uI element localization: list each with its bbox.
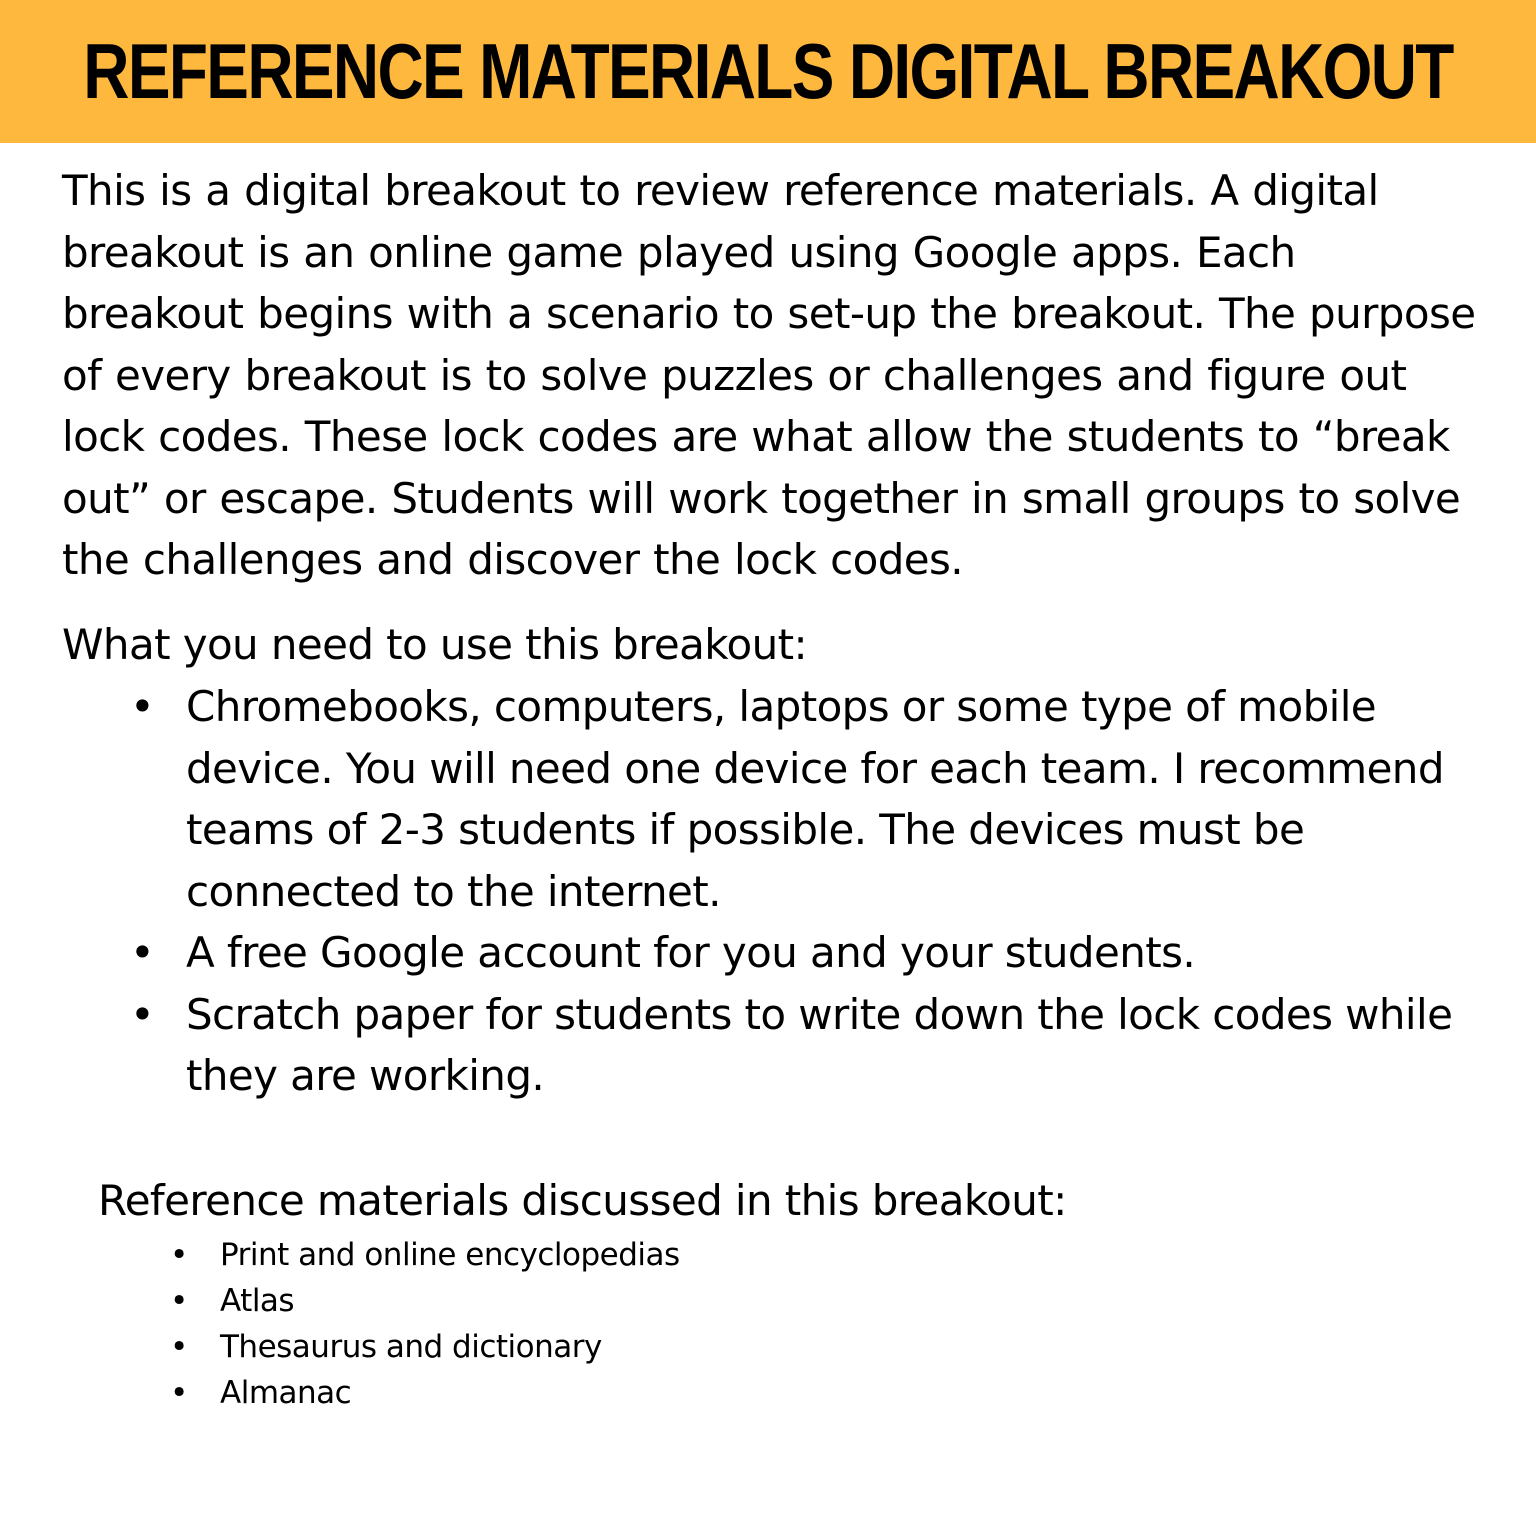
list-item-text: Chromebooks, computers, laptops or some type of mobile device. You will need one device for each team. I recommend teams of 2-3 students if possible. The devices must be connected to the internet. (186, 682, 1444, 916)
intro-paragraph: This is a digital breakout to review reference materials. A digital breakout is an online game played using Google apps. Each breakout begins with a scenario to set-up the breakout. The purpose of every breakout is to solve puzzles or challenges and figure out lock codes. These lock codes are what allow the students to “break out” or escape. Students will work together in small groups to solve the challenges and discover the lock codes. (62, 166, 1476, 584)
needs-heading: What you need to use this breakout: (62, 620, 808, 669)
list-item (170, 1324, 970, 1370)
bullet: • (130, 989, 155, 1039)
references-list (170, 1232, 970, 1416)
list-item-text: Thesaurus and dictionary (220, 1329, 602, 1365)
list-item (130, 676, 1480, 922)
list-item (170, 1232, 970, 1278)
bullet: • (170, 1283, 188, 1319)
list-item (170, 1370, 970, 1416)
list-item (130, 922, 1480, 984)
list-item-text: Print and online encyclopedias (220, 1237, 680, 1273)
page-title: REFERENCE MATERIALS DIGITAL BREAKOUT (83, 27, 1453, 115)
bullet: • (170, 1375, 188, 1411)
bullet: • (170, 1237, 188, 1273)
bullet: • (170, 1329, 188, 1365)
needs-list (130, 676, 1480, 1107)
references-heading: Reference materials discussed in this breakout: (98, 1176, 1067, 1225)
bullet: • (130, 928, 155, 977)
list-item-text: A free Google account for you and your students. (186, 928, 1196, 977)
list-item-text: Atlas (220, 1283, 295, 1319)
list-item (170, 1278, 970, 1324)
list-item (130, 984, 1480, 1107)
list-item-text: Almanac (220, 1375, 352, 1411)
bullet: • (130, 682, 155, 731)
list-item-text: Scratch paper for students to write down the lock codes while they are working. (186, 989, 1453, 1100)
